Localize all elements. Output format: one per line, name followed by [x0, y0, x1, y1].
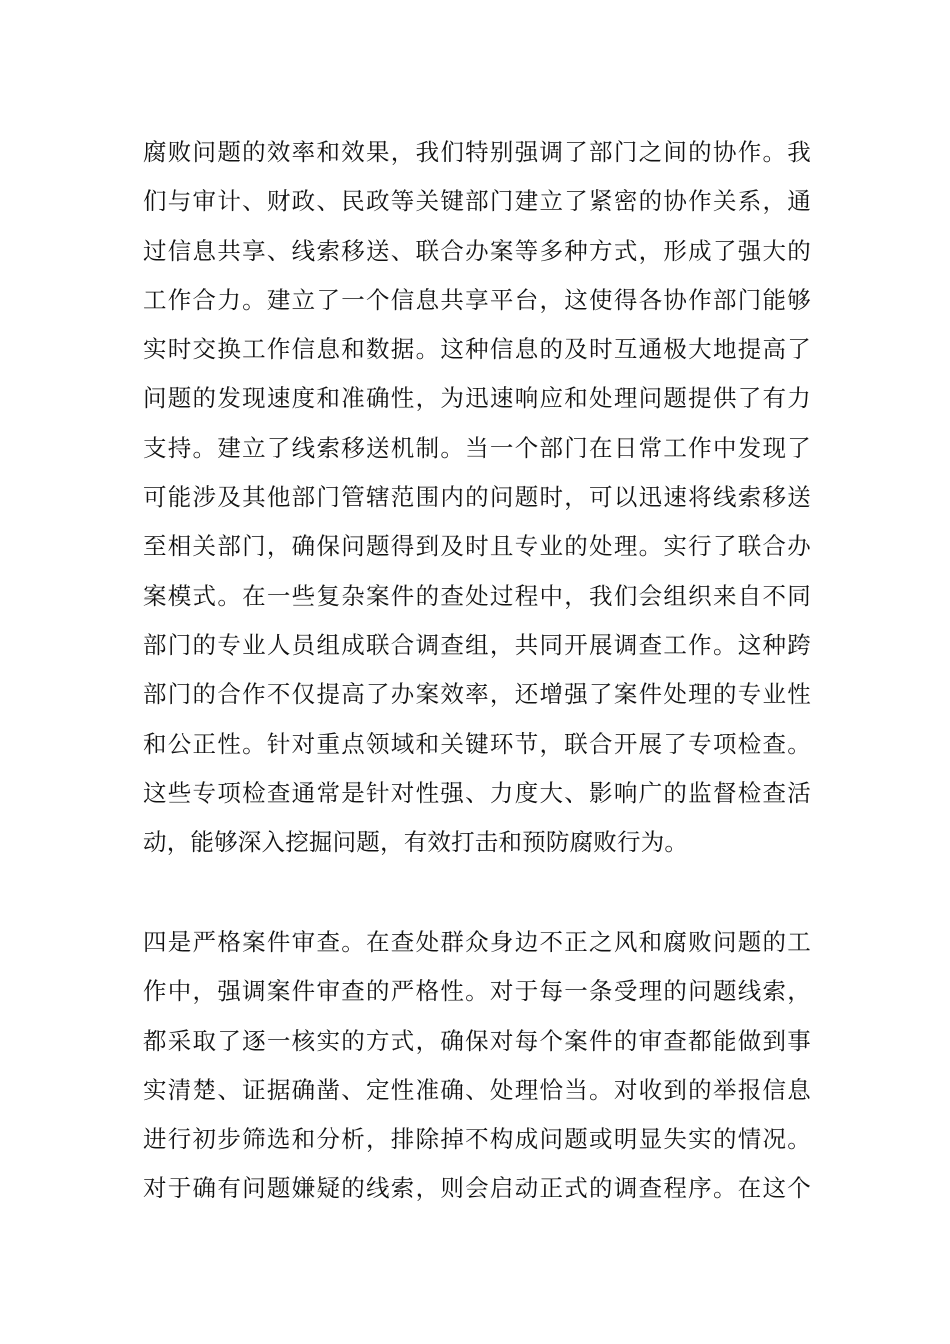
text-line: 部门的专业人员组成联合调查组，共同开展调查工作。这种跨	[143, 630, 811, 659]
text-line: 对于确有问题嫌疑的线索，则会启动正式的调查程序。在这个	[143, 1174, 811, 1203]
text-line: 进行初步筛选和分析，排除掉不构成问题或明显失实的情况。	[143, 1125, 811, 1154]
text-line: 工作合力。建立了一个信息共享平台，这使得各协作部门能够	[143, 285, 811, 314]
text-line: 支持。建立了线索移送机制。当一个部门在日常工作中发现了	[143, 433, 811, 462]
text-line: 腐败问题的效率和效果，我们特别强调了部门之间的协作。我	[143, 138, 811, 166]
text-line: 至相关部门，确保问题得到及时且专业的处理。实行了联合办	[143, 532, 811, 561]
text-line: 问题的发现速度和准确性，为迅速响应和处理问题提供了有力	[143, 384, 811, 413]
text-line: 作中，强调案件审查的严格性。对于每一条受理的问题线索，	[143, 977, 811, 1006]
text-line: 可能涉及其他部门管辖范围内的问题时，可以迅速将线索移送	[143, 483, 811, 512]
text-line: 案模式。在一些复杂案件的查处过程中，我们会组织来自不同	[143, 581, 811, 610]
text-line: 实清楚、证据确凿、定性准确、处理恰当。对收到的举报信息	[143, 1075, 811, 1104]
text-line: 部门的合作不仅提高了办案效率，还增强了案件处理的专业性	[143, 680, 811, 709]
text-line: 动，能够深入挖掘问题，有效打击和预防腐败行为。	[143, 828, 689, 857]
text-line: 实时交换工作信息和数据。这种信息的及时互通极大地提高了	[143, 335, 811, 364]
text-line: 们与审计、财政、民政等关键部门建立了紧密的协作关系，通	[143, 187, 811, 216]
paragraph-collaboration	[143, 128, 811, 867]
paragraph-case-review	[143, 918, 811, 1214]
text-line: 这些专项检查通常是针对性强、力度大、影响广的监督检查活	[143, 778, 811, 807]
text-line: 都采取了逐一核实的方式，确保对每个案件的审查都能做到事	[143, 1026, 811, 1055]
text-line: 过信息共享、线索移送、联合办案等多种方式，形成了强大的	[143, 236, 811, 265]
text-line: 四是严格案件审查。在查处群众身边不正之风和腐败问题的工	[143, 928, 811, 956]
text-line: 和公正性。针对重点领域和关键环节，联合开展了专项检查。	[143, 729, 811, 758]
